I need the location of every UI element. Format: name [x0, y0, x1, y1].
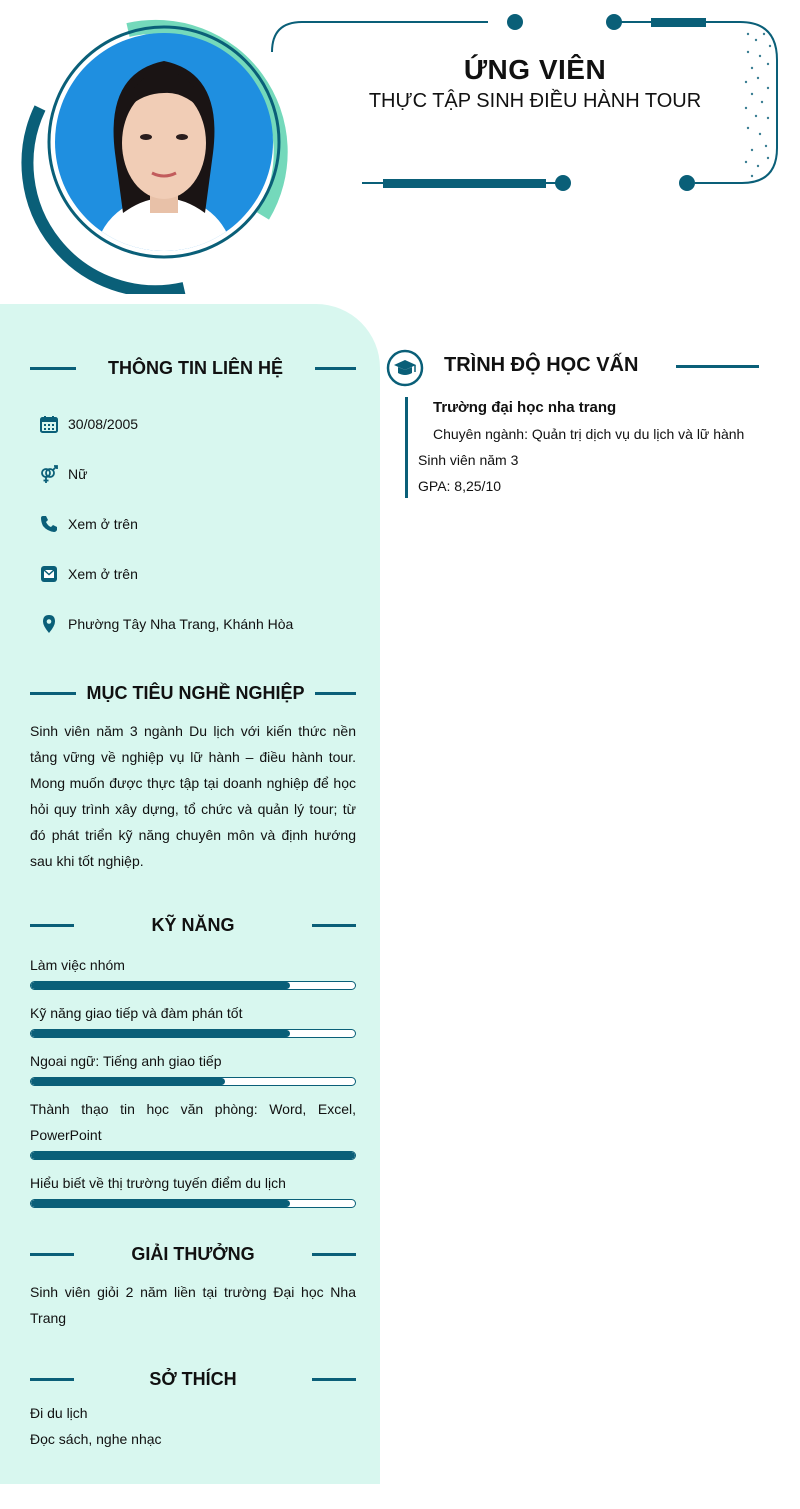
education-title: TRÌNH ĐỘ HỌC VẤN	[444, 354, 639, 376]
skill-bar	[30, 1199, 356, 1208]
hobby-item: Đọc sách, nghe nhạc	[30, 1431, 162, 1447]
graduation-cap-icon	[386, 349, 424, 387]
hobby-item: Đi du lịch	[30, 1405, 88, 1421]
education-major: Chuyên ngành: Quản trị dịch vụ du lịch và lữ hành	[433, 426, 745, 442]
hobbies-title: SỞ THÍCH	[149, 1369, 237, 1389]
skill-bar-fill	[31, 982, 290, 989]
skills-title: KỸ NĂNG	[151, 915, 235, 935]
contact-title: THÔNG TIN LIÊN HỆ	[108, 358, 283, 378]
skill-label: Hiểu biết về thị trường tuyến điểm du lịch	[30, 1175, 286, 1191]
skill-bar-fill	[31, 1078, 225, 1085]
awards-text: Sinh viên giỏi 2 năm liền tại trường Đại học Nha Trang	[30, 1284, 356, 1326]
contact-birthdate	[38, 413, 138, 435]
education-gpa: GPA: 8,25/10	[418, 478, 502, 494]
phone-icon	[38, 513, 60, 535]
gender-icon	[38, 463, 60, 485]
contact-value: Phường Tây Nha Trang, Khánh Hòa	[68, 616, 294, 632]
education-title-line	[676, 365, 759, 368]
education-school: Trường đại học nha trang	[433, 399, 617, 416]
skill-bar-fill	[31, 1030, 290, 1037]
awards-title: GIẢI THƯỞNG	[131, 1244, 255, 1264]
objective-text: Sinh viên năm 3 ngành Du lịch với kiến thức nền tảng vững về nghiệp vụ lữ hành – điều hành tour. Mong muốn được thực tập tại doanh nghiệp để học hỏi quy trình xây dựng, tổ chức và quản lý tour; từ đó phát triển kỹ năng chuyên môn và định hướng sau khi tốt nghiệp.	[30, 723, 356, 869]
contact-address	[38, 613, 293, 635]
candidate-name: ỨNG VIÊN	[463, 54, 607, 85]
contact-section-title	[30, 358, 356, 379]
contact-value: Nữ	[68, 466, 88, 482]
avatar	[55, 33, 273, 251]
skill-bar-fill	[31, 1152, 355, 1159]
objective-section-title	[30, 683, 356, 704]
candidate-position: THỰC TẬP SINH ĐIỀU HÀNH TOUR	[368, 90, 702, 112]
skill-bar	[30, 1151, 356, 1160]
education-year: Sinh viên năm 3	[418, 452, 519, 468]
skills-section-title	[30, 915, 356, 936]
contact-phone	[38, 513, 138, 535]
contact-value: 30/08/2005	[68, 416, 139, 432]
objective-title: MỤC TIÊU NGHỀ NGHIỆP	[86, 683, 305, 703]
awards-section-title	[30, 1244, 356, 1265]
skill-label: Ngoai ngữ: Tiếng anh giao tiếp	[30, 1053, 222, 1069]
skill-label: Kỹ năng giao tiếp và đàm phán tốt	[30, 1005, 243, 1021]
location-icon	[38, 613, 60, 635]
contact-gender	[38, 463, 87, 485]
skill-bar	[30, 981, 356, 990]
skill-label: Thành thạo tin học văn phòng: Word, Excel, PowerPoint	[30, 1101, 356, 1143]
skill-bar-fill	[31, 1200, 290, 1207]
calendar-icon	[38, 413, 60, 435]
contact-email	[38, 563, 138, 585]
contact-value: Xem ở trên	[68, 566, 138, 582]
skill-bar	[30, 1077, 356, 1086]
email-icon	[38, 563, 60, 585]
education-timeline	[405, 397, 408, 498]
skill-bar	[30, 1029, 356, 1038]
hobbies-section-title	[30, 1369, 356, 1390]
skill-label: Làm việc nhóm	[30, 957, 125, 973]
contact-value: Xem ở trên	[68, 516, 138, 532]
